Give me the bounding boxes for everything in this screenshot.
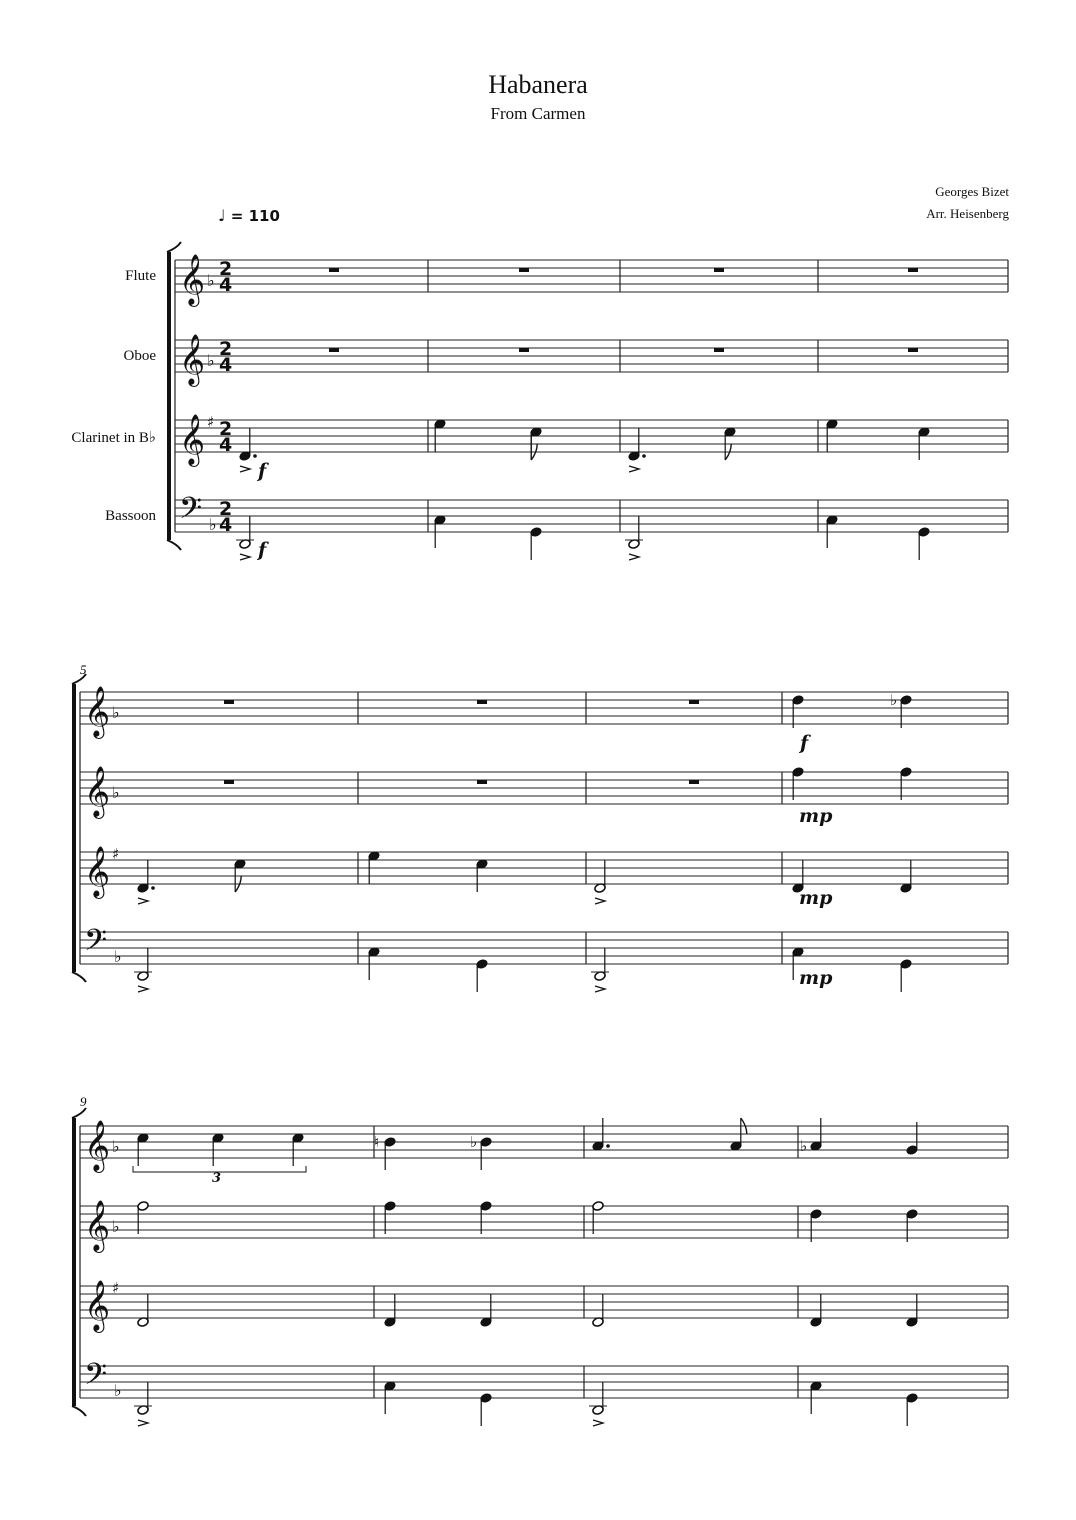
- score-title: Habanera: [488, 70, 588, 99]
- flat-key-signature: ♭: [112, 703, 120, 722]
- treble-clef-icon: 𝄞: [84, 1200, 111, 1251]
- bracket-bottom: [72, 1406, 86, 1416]
- accent: [138, 986, 148, 992]
- accent: [595, 898, 605, 904]
- flat-key-signature: ♭: [114, 1381, 122, 1400]
- dynamic-marking: f: [258, 539, 267, 561]
- dot: [253, 454, 257, 458]
- whole-rest: [908, 268, 918, 272]
- dot: [151, 886, 155, 890]
- time-signature-denominator: 4: [219, 274, 233, 296]
- treble-clef-icon: 𝄞: [84, 846, 111, 897]
- accent: [240, 466, 250, 472]
- sharp-key-signature: ♯: [207, 413, 215, 431]
- dynamic-marking: mp: [799, 805, 833, 827]
- time-signature-numerator: 2: [219, 258, 233, 280]
- flat-key-signature: ♭: [207, 271, 215, 290]
- measure-number: 9: [80, 1094, 87, 1109]
- accent: [629, 466, 639, 472]
- whole-rest: [224, 780, 234, 784]
- instrument-label-oboe: Oboe: [123, 348, 156, 364]
- whole-rest: [714, 348, 724, 352]
- accent: [629, 554, 639, 560]
- time-signature-numerator: 2: [219, 418, 233, 440]
- whole-rest: [689, 700, 699, 704]
- flat-key-signature: ♭: [114, 947, 122, 966]
- accent: [240, 554, 250, 560]
- bass-clef-icon: 𝄢: [84, 924, 108, 965]
- flat-key-signature: ♭: [207, 351, 215, 370]
- whole-rest: [477, 780, 487, 784]
- bass-clef-icon: 𝄢: [84, 1358, 108, 1399]
- accent: [593, 1420, 603, 1426]
- flat-key-signature: ♭: [209, 515, 217, 534]
- bracket-bottom: [72, 972, 86, 982]
- whole-rest: [908, 348, 918, 352]
- whole-rest: [714, 268, 724, 272]
- whole-rest: [689, 780, 699, 784]
- flat-key-signature: ♭: [112, 1137, 120, 1156]
- dynamic-marking: f: [258, 460, 267, 482]
- time-signature-numerator: 2: [219, 338, 233, 360]
- instrument-label-flute: Flute: [125, 268, 156, 284]
- time-signature-denominator: 4: [219, 434, 233, 456]
- whole-rest: [224, 700, 234, 704]
- flat-key-signature: ♭: [112, 783, 120, 802]
- sharp-key-signature: ♯: [112, 1279, 120, 1297]
- accent: [138, 1420, 148, 1426]
- whole-rest: [329, 268, 339, 272]
- flat-key-signature: ♭: [112, 1217, 120, 1236]
- treble-clef-icon: 𝄞: [179, 334, 206, 385]
- accidental: ♭: [800, 1137, 808, 1155]
- accidental: ♭: [890, 691, 898, 709]
- dynamic-marking: mp: [799, 887, 833, 909]
- arranger: Arr. Heisenberg: [926, 206, 1009, 221]
- time-signature-numerator: 2: [219, 498, 233, 520]
- measure-number: 5: [80, 662, 87, 677]
- accent: [138, 898, 148, 904]
- bracket-bottom: [167, 540, 181, 550]
- instrument-label-clarinet: Clarinet in B♭: [71, 430, 156, 446]
- sharp-key-signature: ♯: [112, 845, 120, 863]
- treble-clef-icon: 𝄞: [179, 414, 206, 465]
- whole-rest: [519, 348, 529, 352]
- whole-rest: [519, 268, 529, 272]
- bass-clef-icon: 𝄢: [179, 492, 203, 533]
- composer: Georges Bizet: [935, 184, 1009, 199]
- treble-clef-icon: 𝄞: [179, 254, 206, 305]
- tempo-value: = 110: [230, 207, 280, 225]
- bracket-top: [72, 1108, 86, 1118]
- accidental: ♭: [470, 1133, 478, 1151]
- tempo-marking: ♩ = 110: [218, 206, 280, 225]
- treble-clef-icon: 𝄞: [84, 1120, 111, 1171]
- dot: [606, 1144, 610, 1148]
- instrument-label-bassoon: Bassoon: [105, 508, 156, 524]
- treble-clef-icon: 𝄞: [84, 766, 111, 817]
- bracket-top: [167, 242, 181, 252]
- dynamic-marking: f: [800, 732, 809, 754]
- treble-clef-icon: 𝄞: [84, 686, 111, 737]
- accent: [595, 986, 605, 992]
- accidental: ♮: [374, 1133, 380, 1151]
- score-subtitle: From Carmen: [490, 104, 586, 123]
- time-signature-denominator: 4: [219, 354, 233, 376]
- dynamic-marking: mp: [799, 967, 833, 989]
- treble-clef-icon: 𝄞: [84, 1280, 111, 1331]
- time-signature-denominator: 4: [219, 514, 233, 536]
- whole-rest: [477, 700, 487, 704]
- dot: [642, 454, 646, 458]
- tuplet-number: 3: [212, 1171, 222, 1186]
- whole-rest: [329, 348, 339, 352]
